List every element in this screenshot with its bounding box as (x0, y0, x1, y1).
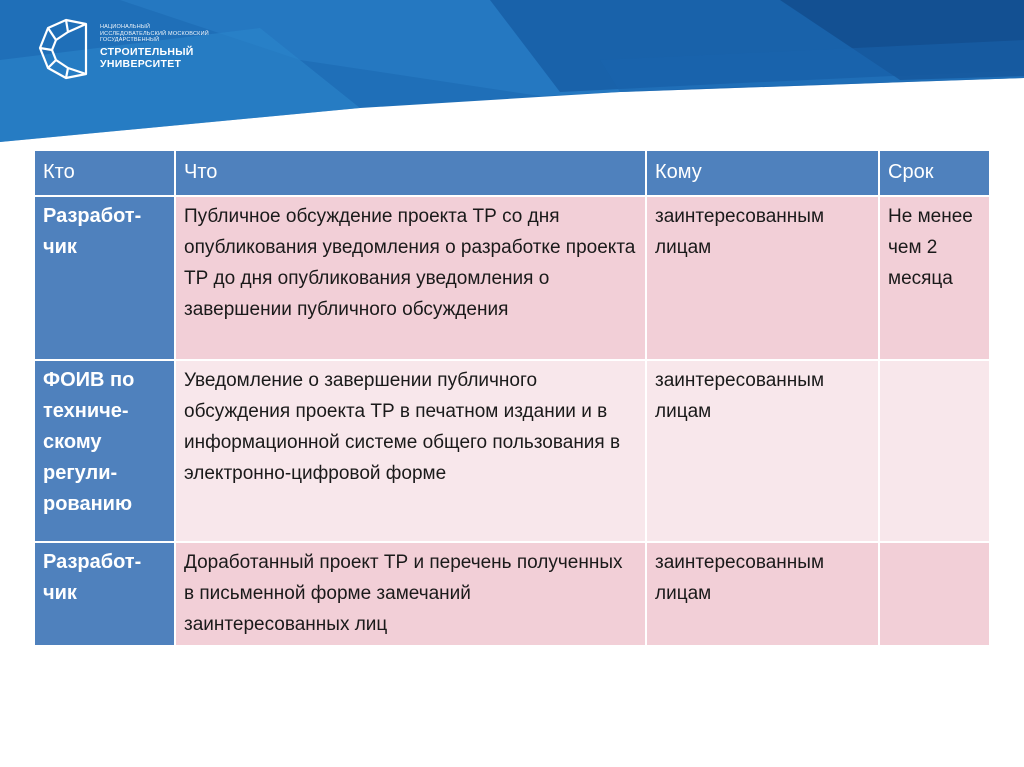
row-what: Доработанный проект ТР и перечень полученных в письменной форме замечаний заинтересованных лиц (175, 542, 646, 646)
row-term (879, 360, 990, 542)
brand-name-line2: УНИВЕРСИТЕТ (100, 57, 182, 70)
table-row (34, 360, 990, 542)
university-logo (38, 16, 228, 88)
header-what: Что (175, 150, 646, 196)
header-who: Кто (34, 150, 175, 196)
header-to-whom: Кому (646, 150, 879, 196)
row-who: Разработ-чик (34, 196, 175, 360)
row-term (879, 542, 990, 646)
row-to-whom: заинтересованным лицам (646, 542, 879, 646)
responsibility-table (33, 149, 991, 647)
row-term: Не менее чем 2 месяца (879, 196, 990, 360)
table-header-row (34, 150, 990, 196)
row-what: Уведомление о завершении публичного обсуждения проекта ТР в печатном издании и в информационной системе общего пользования в электронно-цифровой форме (175, 360, 646, 542)
row-to-whom: заинтересованным лицам (646, 196, 879, 360)
row-what: Публичное обсуждение проекта ТР со дня опубликования уведомления о разработке проекта ТР до дня опубликования уведомления о завершении публичного обсуждения (175, 196, 646, 360)
row-who: Разработ-чик (34, 542, 175, 646)
brand-name-line1: СТРОИТЕЛЬНЫЙ (100, 45, 194, 58)
university-emblem-icon (38, 18, 94, 82)
table-row (34, 196, 990, 360)
row-who: ФОИВ по техниче-скому регули-рованию (34, 360, 175, 542)
table-row (34, 542, 990, 646)
row-to-whom: заинтересованным лицам (646, 360, 879, 542)
brand-small-text: НАЦИОНАЛЬНЫЙ ИССЛЕДОВАТЕЛЬСКИЙ МОСКОВСКИЙ ГОСУДАРСТВЕННЫЙ (100, 24, 209, 43)
header-term: Срок (879, 150, 990, 196)
